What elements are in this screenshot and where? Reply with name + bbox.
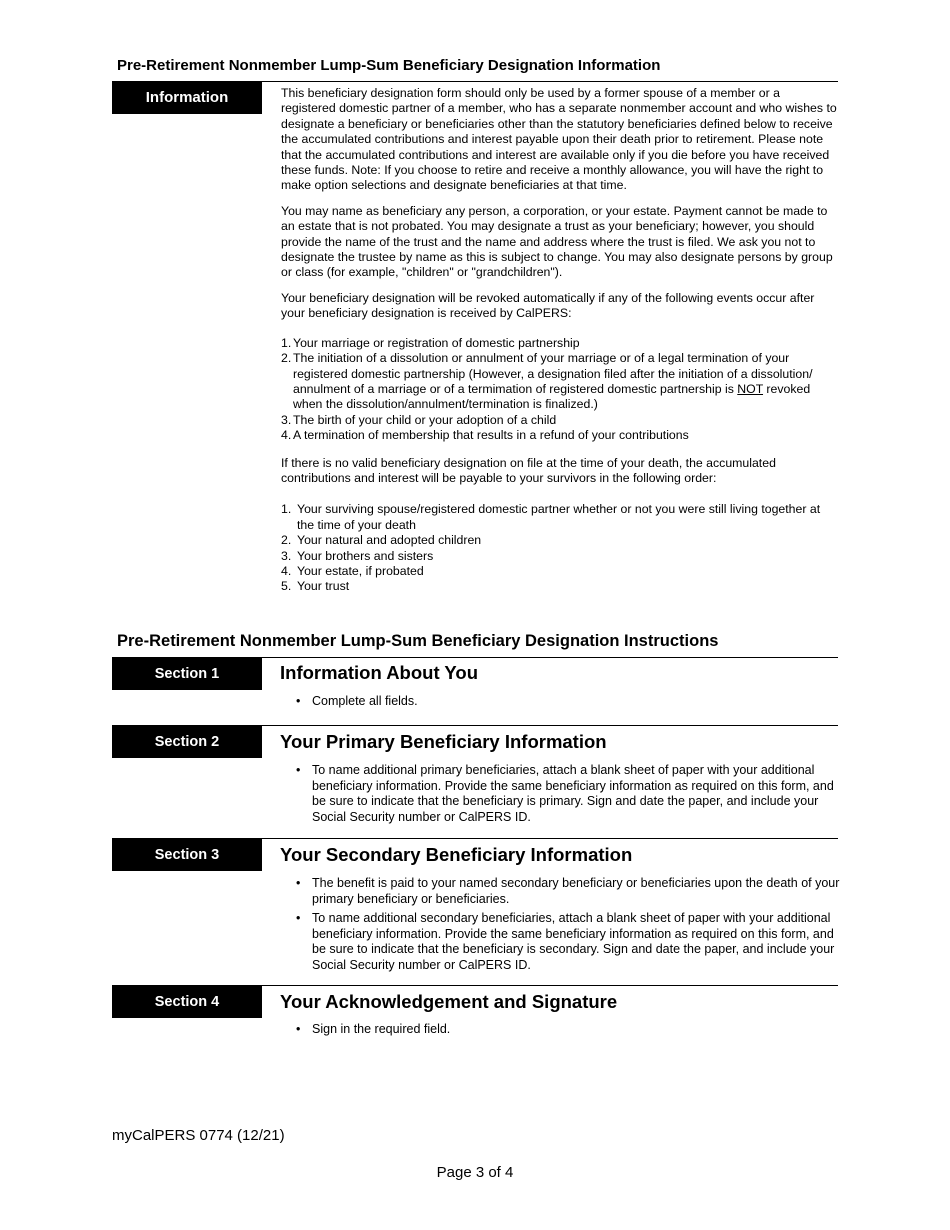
list-item: 2. Your natural and adopted children	[281, 533, 482, 548]
section-2-bullets	[296, 763, 840, 829]
section-3-bullets	[296, 876, 840, 977]
info-paragraph: Your beneficiary designation will be revoked automatically if any of the following events occur after your beneficiary designation is received by CalPERS:	[281, 290, 815, 321]
list-item: 4. Your estate, if probated	[281, 563, 424, 578]
info-paragraph: You may name as beneficiary any person, a corporation, or your estate. Payment cannot be made to an estate that is not probated. You may designate a trust as your beneficiary; however, you should provide the name of the trust and the name and address where the trust is filed. We ask you not to designate the trustee by name as this is subject to change. You may also designate persons by group or class (for example, "children" or "grandchildren").	[281, 203, 833, 280]
list-item: 5. Your trust	[281, 579, 350, 594]
info-heading: Pre-Retirement Nonmember Lump-Sum Beneficiary Designation Information	[117, 57, 661, 74]
information-body	[281, 86, 837, 607]
info-paragraph: If there is no valid beneficiary designation on file at the time of your death, the accumulated contributions and interest will be payable to your survivors in the following order:	[281, 455, 776, 485]
list-item: • To name additional secondary beneficiaries, attach a blank sheet of paper with your additional beneficiary information. Provide the same beneficiary information as required on this form, and be sure to indicate that the beneficiary is secondary. Sign and date the paper, and include your Social Security number or CalPERS ID.	[296, 911, 835, 972]
form-id: myCalPERS 0774 (12/21)	[112, 1127, 285, 1144]
list-item: 1. Your surviving spouse/registered domestic partner whether or not you were still living together at the time of your death	[281, 502, 821, 532]
list-item: • To name additional primary beneficiaries, attach a blank sheet of paper with your additional beneficiary information. Provide the same beneficiary information as required on this form, and be sure to indicate that the beneficiary is primary. Sign and date the paper, and include your Social Security number or CalPERS ID.	[296, 763, 834, 824]
list-item: • Complete all fields.	[296, 694, 418, 708]
section-3-label: Section 3	[112, 839, 262, 871]
list-item: 4. A termination of membership that results in a refund of your contributions	[281, 428, 689, 443]
survivors-list	[281, 502, 837, 594]
section-1-title: Information About You	[280, 662, 478, 683]
list-item: 3. Your brothers and sisters	[281, 548, 434, 563]
section-2-title: Your Primary Beneficiary Information	[280, 731, 607, 752]
page-number: Page 3 of 4	[436, 1164, 514, 1181]
section-2-label: Section 2	[112, 726, 262, 758]
list-item: 3. The birth of your child or your adoption of a child	[281, 412, 557, 427]
section-3-title: Your Secondary Beneficiary Information	[280, 844, 633, 865]
list-item: 2. The initiation of a dissolution or annulment of your marriage or of a legal termination of your registered domestic partnership (However, a designation filed after the initiation of a dissolution/ annulment of a marriage or of a termimation of registered domestic partnership is NOT revoked when the dissolution/annulment/termination is finalized.)	[281, 351, 813, 412]
list-item: 1. Your marriage or registration of domestic partnership	[281, 335, 580, 350]
section-1-bullets	[296, 694, 840, 714]
section-4-bullets	[296, 1022, 840, 1042]
info-paragraph: This beneficiary designation form should only be used by a former spouse of a member or a registered domestic partner of a member, who has a separate nonmember account and who wishes to designate a beneficiary or beneficiaries other than the statutory beneficiaries defined below to receive the accumulated contributions and interest payable upon their death prior to retirement. Please note that the accumulated contributions and interest are available only if you die before you have received these funds. Note: If you choose to retire and receive a monthly allowance, you will have the right to make option selections and designate beneficiaries at that time.	[281, 86, 837, 193]
list-item: • Sign in the required field.	[296, 1022, 451, 1036]
section-1-label: Section 1	[112, 658, 262, 690]
section-4-title: Your Acknowledgement and Signature	[280, 991, 618, 1012]
list-item: • The benefit is paid to your named secondary beneficiary or beneficiaries upon the death of your primary beneficiary or beneficiaries.	[296, 876, 840, 906]
not-emphasis: NOT	[737, 381, 764, 396]
information-label: Information	[112, 82, 262, 114]
section-4-label: Section 4	[112, 986, 262, 1018]
instructions-heading: Pre-Retirement Nonmember Lump-Sum Beneficiary Designation Instructions	[117, 632, 719, 650]
revocation-events-list	[281, 336, 837, 444]
